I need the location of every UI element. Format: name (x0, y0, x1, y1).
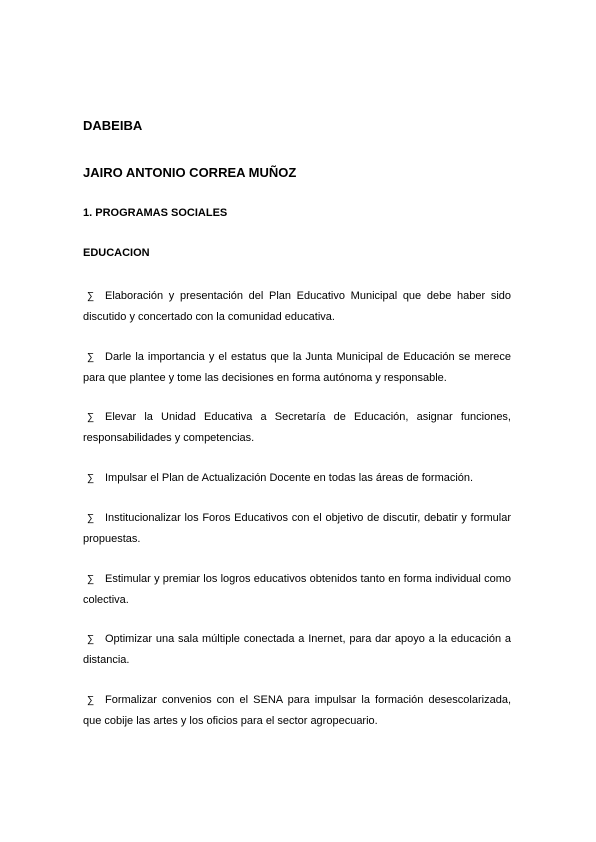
list-item (83, 508, 511, 549)
list-item-text: Estimular y premiar los logros educativos obtenidos tanto en forma individual como colectiva. (83, 572, 511, 606)
list-item (83, 690, 511, 731)
list-item (83, 347, 511, 388)
bullet-marker-icon: ∑ (87, 412, 95, 423)
town-heading: DABEIBA (83, 118, 143, 133)
list-item-text: Darle la importancia y el estatus que la Junta Municipal de Educación se merece para que plantee y tome las decisiones en forma autónoma y responsable. (83, 350, 511, 384)
bullet-marker-icon: ∑ (87, 634, 95, 645)
list-item-text: Elevar la Unidad Educativa a Secretaría de Educación, asignar funciones, responsabilidades y competencias. (83, 411, 511, 444)
bullet-marker-icon: ∑ (87, 573, 95, 585)
list-item-text: Optimizar una sala múltiple conectada a Inernet, para dar apoyo a la educación a distancia. (83, 633, 511, 666)
list-item-text: Institucionalizar los Foros Educativos con el objetivo de discutir, debatir y formular propuestas. (83, 512, 511, 545)
list-item-text: Formalizar convenios con el SENA para impulsar la formación desescolarizada, que cobije las artes y los oficios para el sector agropecuario. (83, 693, 511, 727)
bullet-marker-icon: ∑ (87, 472, 95, 484)
list-item (83, 286, 511, 327)
bullet-marker-icon: ∑ (87, 291, 95, 302)
list-item (83, 468, 511, 489)
bullet-marker-icon: ∑ (87, 513, 95, 524)
list-item (83, 407, 511, 448)
bullet-marker-icon: ∑ (87, 694, 95, 706)
list-item (83, 569, 511, 610)
bullet-marker-icon: ∑ (87, 351, 95, 363)
list-item-text: Elaboración y presentación del Plan Educativo Municipal que debe haber sido discutido y concertado con la comunidad educativa. (83, 290, 511, 323)
list-item (83, 629, 511, 670)
education-bullet-list (83, 286, 511, 750)
subsection-heading: EDUCACION (83, 247, 150, 259)
section-heading: 1. PROGRAMAS SOCIALES (83, 207, 228, 219)
candidate-name-heading: JAIRO ANTONIO CORREA MUÑOZ (83, 165, 297, 180)
list-item-text: Impulsar el Plan de Actualización Docente en todas las áreas de formación. (105, 471, 474, 484)
